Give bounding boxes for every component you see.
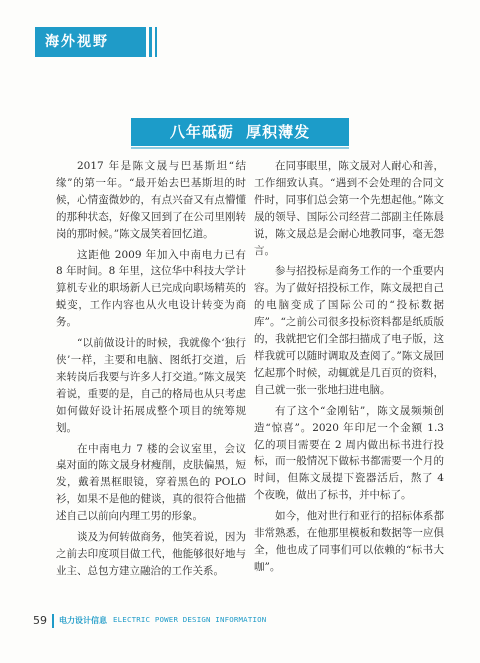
section-header — [0, 27, 480, 57]
paragraph: 在中南电力 7 楼的会议室里，会议桌对面的陈文晟身材瘦削，皮肤偏黑，短发，戴着黑框眼镜，穿着黑色的 POLO 衫，如果不是他的健谈，真的很符合他描述自己以前向内理工男的形象。 — [56, 442, 246, 523]
publication-name: 电力设计信息 — [59, 616, 107, 625]
left-column — [56, 158, 246, 584]
paragraph: 参与招投标是商务工作的一个重要内容。为了做好招投标工作，陈文晟把自己的电脑变成了国际公司的“投标数据库”。“之前公司很多投标资料都是纸质版的，我就把它们全部扫描成了电子版，这样我就可以随时调取及查阅了。”陈文晟回忆起那个时候，动辄就是几百页的资料，自己就一张一张地扫进电脑。 — [254, 265, 444, 396]
article-heading: 八年砥砺 厚积薄发 — [169, 123, 311, 141]
section-tag-stripe — [143, 27, 157, 57]
paragraph: “以前做设计的时候，我就像个‘独行侠’一样，主要和电脑、图纸打交道，后来转岗后我要与许多人打交道。”陈文晟笑着说，重要的是，自己的格局也从只考虑如何做好设计拓展成整个项目的统筹规划。 — [56, 337, 246, 434]
paragraph: 在同事眼里，陈文晟对人耐心和善，工作细致认真。“遇到不会处理的合同文件时，同事们总会第一个先想起他。”陈文晟的领导、国际公司经营二部副主任陈晨说，陈文晟总是会耐心地教同事，毫无怨言。 — [254, 160, 444, 257]
paragraph: 谈及为何转做商务，他笑着说，因为之前去印度项目做工代，他能够很好地与业主、总包方建立融洽的工作关系。 — [56, 531, 246, 577]
page-number: 59 — [33, 614, 47, 627]
right-column — [254, 158, 444, 580]
section-tag: 海外视野 — [35, 27, 143, 57]
page-footer — [0, 604, 480, 634]
footer-divider — [52, 614, 54, 628]
article-heading-band — [131, 118, 349, 146]
paragraph: 这距他 2009 年加入中南电力已有 8 年时间。8 年里，这位华中科技大学计算机专业的职场新人已完成向职场精英的蜕变，工作内容也从火电设计转变为商务。 — [56, 248, 246, 329]
paragraph: 2017 年是陈文晟与巴基斯坦“结缘”的第一年。“最开始去巴基斯坦的时候，心情蛮微妙的，有点兴奋又有点懵懂的那种状态，好像又回到了在公司里刚转岗的那时候。”陈文晟笑着回忆道。 — [56, 160, 246, 240]
publication-name-english: ELECTRIC POWER DESIGN INFORMATION — [113, 615, 267, 624]
paragraph: 如今，他对世行和亚行的招标体系都非常熟悉，在他那里模板和数据等一应俱全，他也成了同事们可以依赖的“标书大咖”。 — [254, 510, 444, 573]
paragraph: 有了这个“金刚钻”，陈文晟频频创造“惊喜”。2020 年印尼一个金额 1.3 亿的项目需要在 2 周内做出标书进行投标，而一般情况下做标书都需要一个月的时间，但陈文晟提下瓷器活后，熬了 4 个夜晚，做出了标书，并中标了。 — [254, 404, 444, 502]
